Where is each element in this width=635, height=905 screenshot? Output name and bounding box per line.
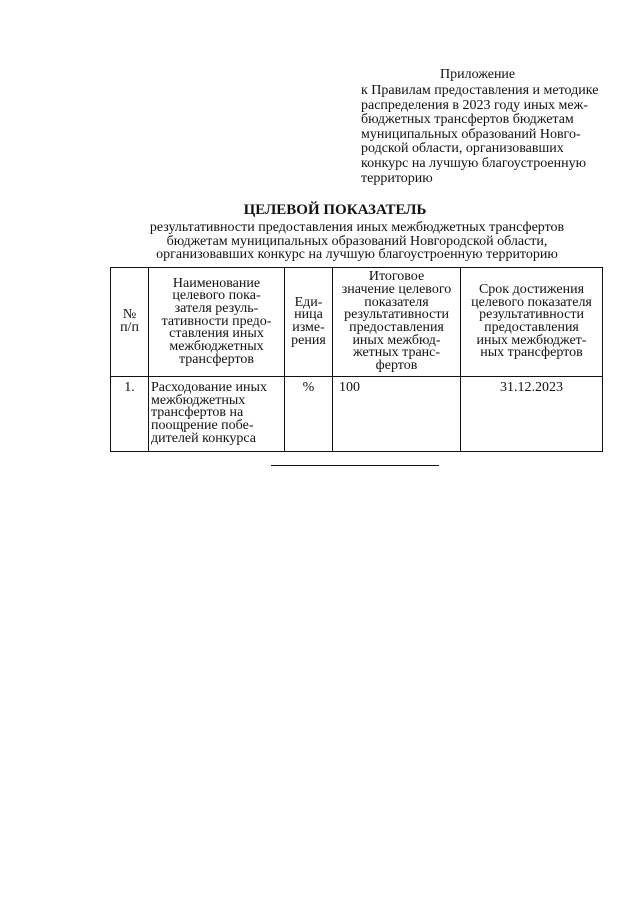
header-number: № п/п [111,268,149,377]
document-heading: ЦЕЛЕВОЙ ПОКАЗАТЕЛЬ [243,202,427,218]
header-indicator-name: Наименование целевого пока- зателя резуль- тативности предо- ставления иных межбюджетных трансфертов [149,268,285,377]
document-subheading: результативности предоставления иных межбюджетных трансфертов бюджетам муниципальных образований Новгородской области, организовавших конкурс на лучшую благоустроенную территорию [149,220,565,263]
table-header-row [111,268,603,377]
cell-deadline: 31.12.2023 [461,377,603,452]
appendix-title: Приложение [440,67,516,82]
header-final-value: Итоговое значение целевого показателя результативности предоставления иных межбюд- жетных транс- фертов [333,268,461,377]
cell-number: 1. [111,377,149,452]
cell-final-value: 100 [333,377,461,452]
appendix-text: к Правилам предоставления и методике распределения в 2023 году иных меж- бюджетных трансфертов бюджетам муниципальных образований Новго- родской области, организовавших конкурс на лучшую благоустроенную территорию [361,83,599,186]
indicator-table [110,267,603,452]
cell-unit: % [285,377,333,452]
header-unit: Еди- ница изме- рения [285,268,333,377]
cell-indicator-name: Расходование иных межбюджетных трансфертов на поощрение побе- дителей конкурса [149,377,285,452]
table-row [111,377,603,452]
header-deadline: Срок достижения целевого показателя результативности предоставления иных межбюджет- ных трансфертов [461,268,603,377]
closing-rule [271,465,439,466]
